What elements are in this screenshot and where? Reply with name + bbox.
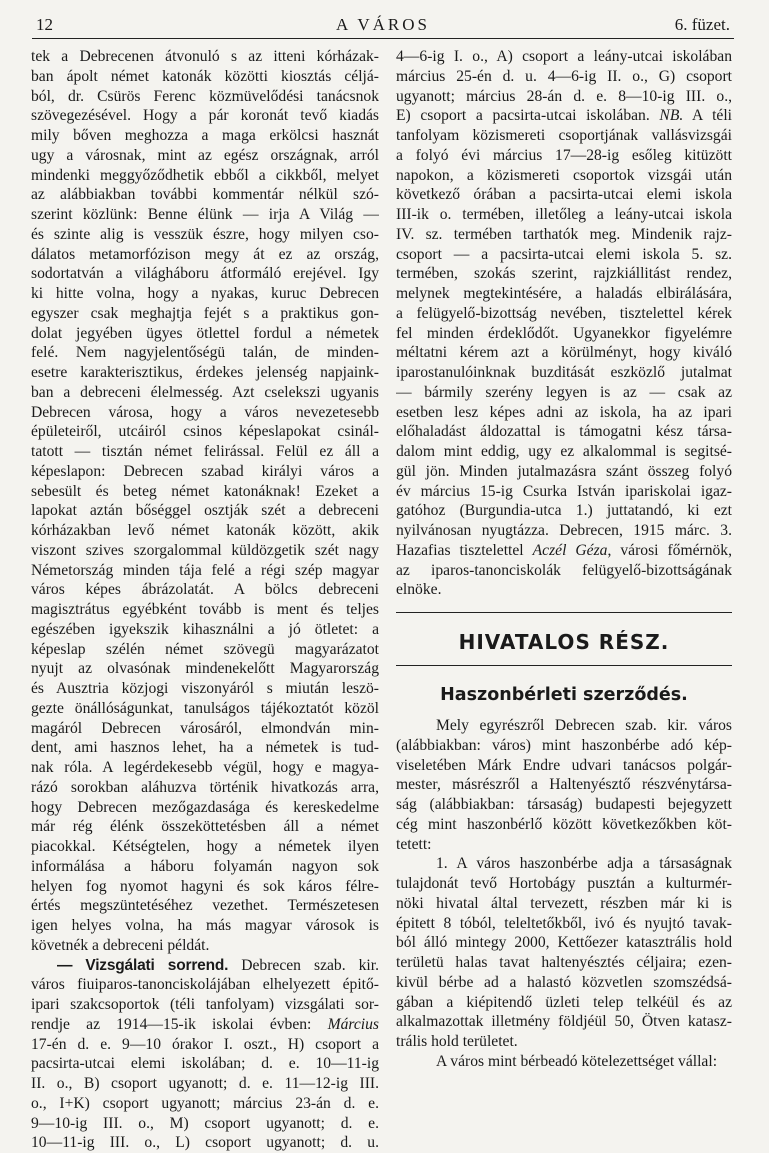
right-column bbox=[396, 47, 732, 1072]
italic-date: Március bbox=[328, 1016, 379, 1033]
text-line: év március 15-ig Csurka István ipariskolai igaz- bbox=[396, 482, 732, 502]
text-line: hogy Debrecen mezőgazdasága és kereskedelme bbox=[31, 798, 379, 818]
text-line: mester, másrészről a Haltenyésztő részvénytársa- bbox=[396, 775, 732, 795]
text-line: dent, ami hasznos lehet, ha a németek is tud- bbox=[31, 738, 379, 758]
text-line: a folyó évi március 17—28-ig esőleg kitüzött bbox=[396, 146, 732, 166]
text-line: III-ik o. termében, illetőleg a leány-utcai iskola bbox=[396, 205, 732, 225]
text-line: dolat jegyében ügyes ötlettel fordul a németek bbox=[31, 324, 379, 344]
text-line: szerint közlünk: Benne élünk — irja A Világ — bbox=[31, 205, 379, 225]
text-line: — bármily szerény legyen is az — csak az bbox=[396, 383, 732, 403]
text-line: nöki hivatal által tervezett, részben már ki is bbox=[396, 894, 732, 914]
text-line: város képes ábrázolatát. A bölcs debreceni bbox=[31, 580, 379, 600]
text-line: már rég élénk összeköttetésben áll a német bbox=[31, 817, 379, 837]
text-line: gában a kiépitendő üzleti telep telkéül és az bbox=[396, 993, 732, 1013]
text-line: alkalmazottak illetmény földjéül 50, Ötven katasz- bbox=[396, 1012, 732, 1032]
text-line: képeslapon: Debrecen szabad királyi város a bbox=[31, 462, 379, 482]
text-line: igen helyes volna, ha más magyar városok is bbox=[31, 916, 379, 936]
text-line: rázó sorokban aláhuzva történik hivatkozás arra, bbox=[31, 778, 379, 798]
text-line: nyujt az olvasónak mindenekelőtt Magyarország bbox=[31, 659, 379, 679]
nota-bene-label: NB. bbox=[659, 107, 683, 124]
text-line: ipari szakcsoportok (téli tanfolyam) vizsgálati sor- bbox=[31, 995, 379, 1015]
subsection-title: Haszonbérleti szerződés. bbox=[396, 686, 732, 708]
text-line: 17-én d. e. 9—10 órakor I. oszt., H) csoport a bbox=[31, 1035, 379, 1055]
text-line: A város mint bérbeadó kötelezettséget vállal: bbox=[396, 1052, 732, 1072]
text-line: magisztrátus egyébként tovább is ment és teljes bbox=[31, 600, 379, 620]
text-line: város fiuiparos-tanonciskolájában elhelyezett épitő- bbox=[31, 975, 379, 995]
text-line: tulajdonát tevő Hortobágy pusztán a kulturmér- bbox=[396, 874, 732, 894]
text-line: és Ausztria közjogi viszonyáról s miután leszö- bbox=[31, 679, 379, 699]
text-fragment: A téli bbox=[692, 107, 732, 124]
text-line: napokon, a közismereti csoportok vizsgái után bbox=[396, 166, 732, 186]
text-fragment: Debrecen szab. kir. bbox=[241, 957, 379, 974]
text-line: trális hold területet. bbox=[396, 1032, 732, 1052]
text-line: 4—6-ig I. o., A) csoport a leány-utcai iskolában bbox=[396, 47, 732, 67]
text-line: gül jön. Minden jutalmazásra szánt összeg folyó bbox=[396, 462, 732, 482]
text-line: nak róla. A legérdekesebb végül, hogy e magya- bbox=[31, 758, 379, 778]
text-line: épületeiről, utcáiról csinos képeslapokat csinál- bbox=[31, 422, 379, 442]
text-line: melynek megtekintésére, a haladás elbirálására, bbox=[396, 284, 732, 304]
text-line: esetre karakterisztikus, érdekes jelenség napjaink- bbox=[31, 363, 379, 383]
text-line: előhaladást áldozattal is támogatni kész társa- bbox=[396, 422, 732, 442]
text-line: (alábbiakban: város) mint haszonbérbe adó kép- bbox=[396, 736, 732, 756]
article-heading: Vizsgálati sorrend. bbox=[85, 957, 228, 974]
text-line: Debrecen városa, hogy a város nevezetesebb bbox=[31, 403, 379, 423]
text-line: tetett: bbox=[396, 835, 732, 855]
text-line: képeslap szélén német szövegü magyarázatot bbox=[31, 640, 379, 660]
text-line: követnék a debreceni példát. bbox=[31, 936, 379, 956]
text-line: ki hitte volna, hogy a nyakas, kuruc Debrecen bbox=[31, 284, 379, 304]
text-line: ugy a városnak, mint az egész országnak, arról bbox=[31, 146, 379, 166]
text-line: Németország minden tája felé a régi szép magyar bbox=[31, 561, 379, 581]
text-line: 9—10-ig III. o., M) csoport ugyanott; d. e. bbox=[31, 1114, 379, 1134]
text-line: piacokkal. Kétségtelen, hogy a németek ilyen bbox=[31, 837, 379, 857]
text-line: termében, szokás szerint, rajzkiállitást rendez, bbox=[396, 264, 732, 284]
text-line: tanfolyam közismereti csoportjának vallásvizsgái bbox=[396, 126, 732, 146]
text-line: az alábbiakban további kommentár nélkül szó- bbox=[31, 185, 379, 205]
text-line: mily bőven meghozza a maga erkölcsi hasznát bbox=[31, 126, 379, 146]
issue-number: 6. füzet. bbox=[675, 15, 730, 35]
text-line: gezte önállóságunkat, tanulságos tájékoztatót közöl bbox=[31, 699, 379, 719]
text-line: ban a debreceni élelmesség. Azt cselekszi ugyanis bbox=[31, 383, 379, 403]
text-fragment: Hazafias tisztelettel bbox=[396, 542, 524, 559]
section-divider bbox=[396, 612, 732, 613]
text-line: o., I+K) csoport ugyanott; március 23-án d. e. bbox=[31, 1094, 379, 1114]
text-line: elnöke. bbox=[396, 580, 732, 600]
text-line: magáról Debrecen városáról, elmondván min- bbox=[31, 719, 379, 739]
text-line: pacsirta-utcai elemi iskolában; d. e. 10—11-ig bbox=[31, 1054, 379, 1074]
text-line: esetben lesz képes adni az iskola, ha az ipari bbox=[396, 403, 732, 423]
text-line: informálása a háboru folyamán nagyon sok bbox=[31, 857, 379, 877]
left-column bbox=[31, 47, 379, 1153]
text-line: ból, dr. Csürös Ferenc közmüvelődési tanácsnok bbox=[31, 87, 379, 107]
text-line: kivül bérbe ad a halastó közvetlen szomszédsá- bbox=[396, 973, 732, 993]
text-line: gatóhoz (Burgundia-utca 1.) juttatandó, ki ezt bbox=[396, 501, 732, 521]
text-line: ból álló mintegy 2000, Kettőezer katasztrális hold bbox=[396, 933, 732, 953]
text-line: nyilvánosan nyugtázza. Debrecen, 1915 márc. 3. bbox=[396, 521, 732, 541]
section-divider bbox=[396, 665, 732, 666]
text-line: mindenki meggyőződhetik ebből a cikkből, melyet bbox=[31, 166, 379, 186]
section-title: HIVATALOS RÉSZ. bbox=[396, 633, 732, 655]
text-line: sebesült és beteg német katonáknak! Ezeket a bbox=[31, 482, 379, 502]
text-line: iparostanulóinknak buzditását eszközlő jutalmat bbox=[396, 363, 732, 383]
text-line: és szinte alig is vesszük észre, hogy milyen cso- bbox=[31, 225, 379, 245]
signature-line bbox=[396, 541, 732, 561]
text-line: egyszer csak meghajtja fejét s a praktikus gon- bbox=[31, 304, 379, 324]
article-heading-line bbox=[31, 956, 379, 976]
text-line: felé. Nem nagyjelentőségü talán, de minden- bbox=[31, 343, 379, 363]
text-fragment: rendje az 1914—15-ik iskolai évben: bbox=[31, 1016, 311, 1033]
article-exam-schedule-continued bbox=[396, 47, 732, 600]
text-line: méltatni kérem azt a körülményt, hogy kiváló bbox=[396, 343, 732, 363]
text-line bbox=[31, 1015, 379, 1035]
text-fragment: E) csoport a pacsirta-utcai iskolában. bbox=[396, 107, 650, 124]
text-line: lapokat aztán bőséggel osztják szét a debreceni bbox=[31, 501, 379, 521]
text-line: március 25-én d. u. 4—6-ig II. o., G) csoport bbox=[396, 67, 732, 87]
text-line: dálatos metamorfózison megy át ez az ország, bbox=[31, 245, 379, 265]
text-line: dalom mint eddig, ugy ez alkalommal is segitsé- bbox=[396, 442, 732, 462]
text-line: tek a Debrecenen átvonuló s az itteni kórházak- bbox=[31, 47, 379, 67]
text-line: épitett 8 tóból, teleltetőkből, ivó és nyujtó tavak- bbox=[396, 914, 732, 934]
text-line: ság (alábbiakban: társaság) budapesti bejegyzett bbox=[396, 795, 732, 815]
text-line: 1. A város haszonbérbe adja a társaságnak bbox=[396, 854, 732, 874]
text-line: szövegezésével. Hogy a pár koronát tevő kiadás bbox=[31, 106, 379, 126]
text-line: a felügyelő-bizottság nevében, tisztelettel kérek bbox=[396, 304, 732, 324]
article-lease-contract bbox=[396, 716, 732, 1072]
text-line: fel minden érdeklődőt. Ugyanekkor figyelémre bbox=[396, 324, 732, 344]
text-line: Mely egyrészről Debrecen szab. kir. város bbox=[396, 716, 732, 736]
text-line: helyen fog nyomot hagyni és sok káros félre- bbox=[31, 877, 379, 897]
page-header bbox=[32, 12, 734, 39]
text-line: területü halas tavat haltenyésztés céljaira; ezen- bbox=[396, 953, 732, 973]
text-line: 10—11-ig III. o., L) csoport ugyanott; d. u. bbox=[31, 1133, 379, 1153]
text-line: viszont szives szorgalommal küldözgetik szét nagy bbox=[31, 541, 379, 561]
text-line: IV. sz. termében tarthatók meg. Mindenik rajz- bbox=[396, 225, 732, 245]
text-line: egészében igyekszik kihasználni a jó ötletet: a bbox=[31, 620, 379, 640]
publication-title: A VÁROS bbox=[32, 15, 734, 35]
text-line: cég mint haszonbérlő között következőkben köt- bbox=[396, 815, 732, 835]
text-line: értés megszüntetéséhez vezethet. Természetesen bbox=[31, 896, 379, 916]
signature-name: Aczél Géza bbox=[533, 542, 608, 559]
text-line: sodortatván a világháboru átformáló erejével. Igy bbox=[31, 264, 379, 284]
text-line: kórházakban levő német katonák között, akik bbox=[31, 521, 379, 541]
text-line: tatott — tisztán német felirással. Felül ez áll a bbox=[31, 442, 379, 462]
text-fragment: , városi főmérnök, bbox=[607, 542, 732, 559]
article-lead-dash: — bbox=[57, 957, 72, 974]
text-line bbox=[396, 106, 732, 126]
article-postcards bbox=[31, 47, 379, 956]
text-line: ugyanott; március 28-án d. e. 8—10-ig III. o., bbox=[396, 87, 732, 107]
article-exam-schedule bbox=[31, 956, 379, 1153]
text-line: ban ápolt német katonák közötti kiosztás céljá- bbox=[31, 67, 379, 87]
text-line: csoport — a pacsirta-utcai elemi iskola 5. sz. bbox=[396, 245, 732, 265]
text-line: II. o., B) csoport ugyanott; d. e. 11—12-ig III. bbox=[31, 1074, 379, 1094]
page-number: 12 bbox=[36, 15, 53, 35]
text-line: következő órában a pacsirta-utcai elemi iskola bbox=[396, 185, 732, 205]
text-line: az iparos-tanonciskolák felügyelő-bizottságának bbox=[396, 561, 732, 581]
text-line: viseletében Márk Endre udvari tanácsos polgár- bbox=[396, 756, 732, 776]
